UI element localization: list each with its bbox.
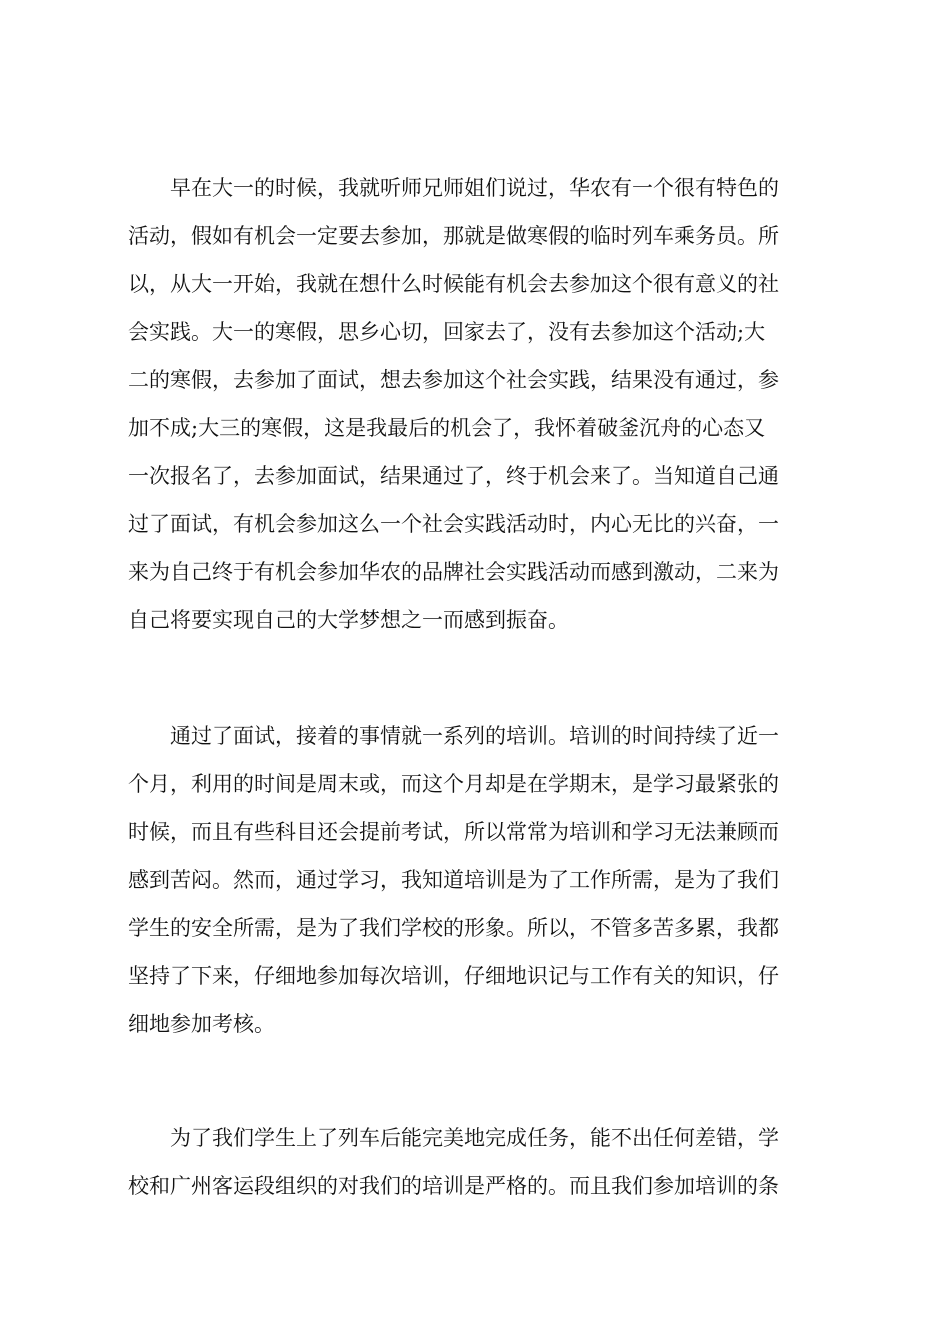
paragraph-line: 过了面试，有机会参加这么一个社会实践活动时，内心无比的兴奋，一: [128, 512, 779, 536]
paragraph-2: [128, 712, 828, 1048]
paragraph-line: 学生的安全所需，是为了我们学校的形象。所以，不管多苦多累，我都: [128, 916, 779, 940]
paragraph-line: 二的寒假，去参加了面试，想去参加这个社会实践，结果没有通过，参: [128, 368, 779, 392]
paragraph-line: 来为自己终于有机会参加华农的品牌社会实践活动而感到激动，二来为: [128, 560, 779, 584]
paragraph-line: 会实践。大一的寒假，思乡心切，回家去了，没有去参加这个活动;大: [128, 320, 766, 344]
paragraph-line: 为了我们学生上了列车后能完美地完成任务，能不出任何差错，学: [170, 1126, 779, 1150]
paragraph-line: 坚持了下来，仔细地参加每次培训，仔细地识记与工作有关的知识，仔: [128, 964, 779, 988]
paragraph-line: 一次报名了，去参加面试，结果通过了，终于机会来了。当知道自己通: [128, 464, 779, 488]
paragraph-line: 活动，假如有机会一定要去参加，那就是做寒假的临时列车乘务员。所: [128, 224, 779, 248]
paragraph-3: [128, 1114, 828, 1210]
paragraph-line: 个月，利用的时间是周末或，而这个月却是在学期末，是学习最紧张的: [128, 772, 779, 796]
paragraph-line: 时候，而且有些科目还会提前考试，所以常常为培训和学习无法兼顾而: [128, 820, 779, 844]
paragraph-line: 通过了面试，接着的事情就一系列的培训。培训的时间持续了近一: [170, 724, 779, 748]
paragraph-line: 加不成;大三的寒假，这是我最后的机会了，我怀着破釜沉舟的心态又: [128, 416, 766, 440]
paragraph-line: 校和广州客运段组织的对我们的培训是严格的。而且我们参加培训的条: [128, 1174, 779, 1198]
paragraph-line: 细地参加考核。: [128, 1012, 275, 1036]
paragraph-1: [128, 164, 828, 644]
paragraph-line: 感到苦闷。然而，通过学习，我知道培训是为了工作所需，是为了我们: [128, 868, 779, 892]
paragraph-line: 早在大一的时候，我就听师兄师姐们说过，华农有一个很有特色的: [170, 176, 779, 200]
paragraph-line: 自己将要实现自己的大学梦想之一而感到振奋。: [128, 608, 569, 632]
paragraph-line: 以，从大一开始，我就在想什么时候能有机会去参加这个很有意义的社: [128, 272, 779, 296]
